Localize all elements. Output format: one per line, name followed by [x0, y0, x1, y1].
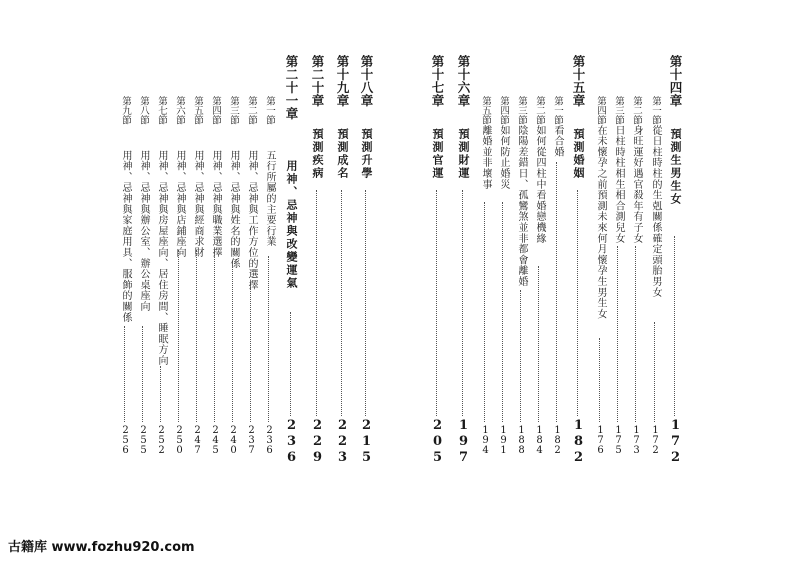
- entry-title: 預測生男生女: [669, 128, 682, 206]
- leader-dots: [124, 326, 125, 422]
- toc-entry-section: [591, 0, 609, 465]
- leader-dots: [214, 250, 215, 422]
- page-number: 188: [516, 425, 527, 455]
- page-number: 205: [430, 418, 445, 466]
- section-number: 第五節: [192, 96, 203, 125]
- leader-dots: [250, 282, 251, 422]
- entry-title: 如何從四柱中看婚戀機緣: [534, 125, 545, 244]
- entry-title: 預測升學: [360, 128, 373, 180]
- entry-title: 用神、忌神與工作方位的選擇: [246, 150, 257, 291]
- page-number: 176: [595, 425, 606, 455]
- chapter-number: 第二十一章: [284, 55, 299, 120]
- page-number: 194: [480, 425, 491, 455]
- leader-dots: [617, 246, 618, 422]
- entry-title: 用神、忌神與職業選擇: [210, 150, 221, 258]
- section-number: 第一節: [650, 96, 661, 125]
- page-number: 182: [571, 418, 586, 466]
- leader-dots: [316, 190, 317, 416]
- page-number: 175: [613, 425, 624, 455]
- page-number: 172: [650, 425, 661, 455]
- entry-title: 預測疾病: [311, 128, 324, 180]
- entry-title: 離婚並非壞事: [480, 125, 491, 190]
- leader-dots: [556, 162, 557, 422]
- entry-title: 用神、忌神與家庭用具、服飾的關係: [120, 150, 131, 323]
- leader-dots: [290, 312, 291, 416]
- leader-dots: [341, 190, 342, 416]
- page-number: 191: [498, 425, 509, 455]
- section-number: 第二節: [631, 96, 642, 125]
- leader-dots: [538, 266, 539, 422]
- section-number: 第六節: [174, 96, 185, 125]
- leader-dots: [268, 256, 269, 422]
- page-number: 250: [174, 425, 185, 455]
- section-number: 第九節: [120, 96, 131, 125]
- entry-title: 陰陽差錯日、孤鸞煞並非都會離婚: [516, 125, 527, 287]
- entry-title: 預測官運: [431, 128, 444, 180]
- page-number: 237: [246, 425, 257, 455]
- entry-title: 五行所屬的主要行業: [264, 150, 275, 248]
- section-number: 第五節: [480, 96, 491, 125]
- entry-title: 用神、忌神與店鋪座向: [174, 150, 185, 258]
- leader-dots: [462, 190, 463, 416]
- leader-dots: [577, 190, 578, 416]
- section-number: 第三節: [516, 96, 527, 125]
- leader-dots: [502, 202, 503, 422]
- section-number: 第四節: [210, 96, 221, 125]
- leader-dots: [142, 326, 143, 422]
- page-number: 236: [284, 418, 299, 466]
- leader-dots: [599, 338, 600, 422]
- toc-entry-section: [188, 0, 206, 465]
- leader-dots: [674, 236, 675, 416]
- leader-dots: [196, 250, 197, 422]
- toc-entry-chapter-18: [357, 0, 375, 465]
- section-number: 第八節: [138, 96, 149, 125]
- page-number: 247: [192, 425, 203, 455]
- toc-entry-section: [152, 0, 170, 465]
- toc-entry-section: [206, 0, 224, 465]
- leader-dots: [160, 366, 161, 422]
- toc-entry-section: [646, 0, 664, 465]
- chapter-number: 第十七章: [430, 55, 445, 107]
- leader-dots: [178, 250, 179, 422]
- page-number: 240: [228, 425, 239, 455]
- toc-entry-section: [548, 0, 566, 465]
- leader-dots: [520, 290, 521, 422]
- page-number: 255: [138, 425, 149, 455]
- section-number: 第四節: [498, 96, 509, 125]
- section-number: 第二節: [534, 96, 545, 125]
- entry-title: 在未懷孕之前預測未來何月懷孕生男生女: [595, 125, 606, 320]
- toc-entry-section: [512, 0, 530, 465]
- entry-title: 用神、忌神與經商求財: [192, 150, 203, 258]
- entry-title: 身旺運好遇官殺年有子女: [631, 125, 642, 244]
- section-number: 第二節: [246, 96, 257, 125]
- page-number: 172: [668, 418, 683, 466]
- leader-dots: [484, 202, 485, 422]
- section-number: 第一節: [552, 96, 563, 125]
- page-number: 182: [552, 425, 563, 455]
- entry-title: 預測婚姻: [572, 128, 585, 180]
- section-number: 第一節: [264, 96, 275, 125]
- page-number: 236: [264, 425, 275, 455]
- toc-entry-section: [609, 0, 627, 465]
- chapter-number: 第十八章: [359, 55, 374, 107]
- toc-entry-section: [494, 0, 512, 465]
- leader-dots: [654, 322, 655, 422]
- toc-entry-section: [530, 0, 548, 465]
- section-number: 第三節: [613, 96, 624, 125]
- chapter-number: 第十五章: [571, 55, 586, 107]
- toc-entry-section: [242, 0, 260, 465]
- page-number: 256: [120, 425, 131, 455]
- section-number: 第四節: [595, 96, 606, 125]
- entry-title: 如何防止婚災: [498, 125, 509, 190]
- toc-entry-chapter-16: [454, 0, 472, 465]
- page-number: 197: [456, 418, 471, 466]
- page-number: 173: [631, 425, 642, 455]
- page-number: 245: [210, 425, 221, 455]
- page-number: 184: [534, 425, 545, 455]
- leader-dots: [232, 262, 233, 422]
- entry-title: 用神、忌神與房屋座向、居住房間、睡眠方向: [156, 150, 167, 366]
- entry-title: 用神、忌神與姓名的關係: [228, 150, 239, 269]
- entry-title: 用神、忌神與改變運氣: [285, 160, 298, 290]
- toc-entry-section: [170, 0, 188, 465]
- toc-entry-chapter-20: [308, 0, 326, 465]
- entry-title: 預測成名: [336, 128, 349, 180]
- chapter-number: 第十九章: [335, 55, 350, 107]
- page-number: 223: [335, 418, 350, 466]
- toc-entry-section: [476, 0, 494, 465]
- toc-entry-section: [224, 0, 242, 465]
- entry-title: 用神、忌神與辦公室、辦公桌座向: [138, 150, 149, 312]
- page-number: 215: [359, 418, 374, 466]
- chapter-number: 第十四章: [668, 55, 683, 107]
- entry-title: 從日柱時柱的生剋關係確定頭胎男女: [650, 125, 661, 298]
- page-number: 252: [156, 425, 167, 455]
- chapter-number: 第二十章: [310, 55, 325, 107]
- page-number: 229: [310, 418, 325, 466]
- leader-dots: [635, 246, 636, 422]
- toc-entry-section: [260, 0, 278, 465]
- entry-title: 預測財運: [457, 128, 470, 180]
- toc-entry-section: [116, 0, 134, 465]
- section-number: 第七節: [156, 96, 167, 125]
- site-watermark: 古籍库 www.fozhu920.com: [8, 540, 195, 555]
- toc-entry-chapter-17: [428, 0, 446, 465]
- toc-entry-chapter-21: [282, 0, 300, 465]
- entry-title: 看合婚: [552, 125, 563, 158]
- leader-dots: [365, 190, 366, 416]
- toc-entry-chapter-14: [666, 0, 684, 465]
- toc-entry-chapter-15: [569, 0, 587, 465]
- entry-title: 日柱時柱相生相合測兒女: [613, 125, 624, 244]
- toc-entry-section: [627, 0, 645, 465]
- chapter-number: 第十六章: [456, 55, 471, 107]
- toc-entry-chapter-19: [333, 0, 351, 465]
- section-number: 第三節: [228, 96, 239, 125]
- leader-dots: [436, 190, 437, 416]
- toc-entry-section: [134, 0, 152, 465]
